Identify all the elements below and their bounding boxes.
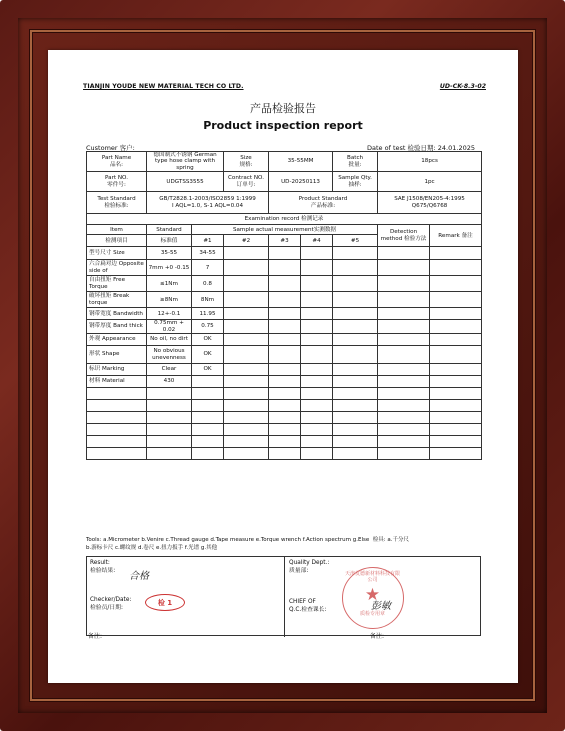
seal-sub-text: 质检专用章 [359,611,385,617]
empty-cell [301,400,333,412]
table-row [87,376,482,388]
row-cell [224,334,269,346]
row-cell [269,276,301,292]
tools-legend [86,536,481,553]
row-cell [333,292,378,308]
row-item: 自由扭矩 Free Torque [87,276,147,292]
empty-cell [301,448,333,460]
col-method: Detection method 检验方法 [378,225,430,247]
row-cell [301,292,333,308]
row-standard: ≤1Nm [147,276,192,292]
row-standard: Clear [147,364,192,376]
row-sample-1: 0.8 [192,276,224,292]
row-cell [224,346,269,364]
row-item: 六合扁对边 Opposite side of [87,260,147,276]
test-standard-label: Test Standard 检验标准: [87,192,147,214]
row-sample-1: OK [192,346,224,364]
row-cell [333,276,378,292]
note-right: 备注: [370,633,385,640]
checker-stamp: 检 1 [145,594,185,611]
empty-cell [192,388,224,400]
company-name: TIANJIN YOUDE NEW MATERIAL TECH CO LTD. [83,83,244,90]
size-label: Size 规格: [224,152,269,172]
row-cell [269,334,301,346]
table-row [87,320,482,334]
company-seal [342,567,404,629]
row-cell [378,334,430,346]
signoff-divider [284,557,285,637]
row-standard: No obvious unevenness [147,346,192,364]
row-cell [301,376,333,388]
table-row [87,308,482,320]
row-cell [333,364,378,376]
row-cell [301,260,333,276]
row-sample-1: 7 [192,260,224,276]
contract-label: Contract NO. 订单号: [224,172,269,192]
empty-cell [378,412,430,424]
checker-label: Checker/Date: 检验员/日期: [90,597,132,611]
empty-cell [430,448,482,460]
row-cell [269,308,301,320]
row-cell [378,346,430,364]
sample-5-header: #5 [333,235,378,247]
table-row [87,276,482,292]
row-cell [269,320,301,334]
table-row [87,424,482,436]
chief-signature: 彭敏 [371,601,391,612]
empty-cell [430,400,482,412]
empty-cell [192,400,224,412]
part-name-label: Part Name 品名: [87,152,147,172]
row-item: 钢带宽度 Bandwidth [87,308,147,320]
document-number: UD-CK-8.3-02 [439,83,486,90]
empty-cell [333,436,378,448]
sample-2-header: #2 [224,235,269,247]
row-sample-1: OK [192,334,224,346]
part-no-value: UDGTSS3555 [147,172,224,192]
empty-cell [333,412,378,424]
row-cell [430,334,482,346]
empty-cell [378,388,430,400]
row-cell [333,346,378,364]
row-sample-1: 0.75 [192,320,224,334]
row-sample-1 [192,376,224,388]
row-cell [378,247,430,260]
row-standard: 0.75mm + 0.02 [147,320,192,334]
empty-cell [378,400,430,412]
part-no-label: Part NO. 零件号: [87,172,147,192]
row-cell [224,260,269,276]
row-cell [301,320,333,334]
chief-qc-label: CHIEF OF Q.C.检查课长: [289,599,327,613]
batch-label: Batch 批量: [333,152,378,172]
row-cell [333,308,378,320]
empty-cell [147,424,192,436]
row-sample-1: 11.95 [192,308,224,320]
empty-cell [192,448,224,460]
empty-cell [87,424,147,436]
empty-cell [269,412,301,424]
row-cell [224,292,269,308]
row-cell [224,320,269,334]
empty-cell [378,424,430,436]
empty-cell [224,424,269,436]
sub-item: 检测项目 [87,235,147,247]
empty-cell [333,388,378,400]
title-chinese: 产品检验报告 [250,102,316,115]
row-cell [430,308,482,320]
row-cell [378,364,430,376]
sample-1-header: #1 [192,235,224,247]
quality-dept-label: Quality Dept.: 质量部: [289,560,330,574]
empty-cell [147,388,192,400]
sample-3-header: #3 [269,235,301,247]
signoff-section [86,556,481,636]
table-row [87,364,482,376]
table-row [87,334,482,346]
table-row [87,292,482,308]
row-standard: 7mm +0 -0.15 [147,260,192,276]
row-cell [301,364,333,376]
date-label: Date of test 检验日期: [367,144,436,152]
row-item: 形状 Shape [87,346,147,364]
row-cell [269,346,301,364]
empty-cell [333,424,378,436]
empty-cell [269,400,301,412]
row-cell [224,247,269,260]
row-cell [301,346,333,364]
empty-cell [224,412,269,424]
col-sample: Sample actual measurement实测数据 [192,225,378,235]
empty-cell [192,424,224,436]
row-standard: 430 [147,376,192,388]
row-cell [301,247,333,260]
row-cell [224,276,269,292]
product-standard-label: Product Standard 产品标准: [269,192,378,214]
result-label: Result: 检验结果: [90,560,116,574]
product-standard-value: SAE J1508/EN205-4:1995 Q675/Q6768 [378,192,482,214]
empty-cell [224,400,269,412]
row-cell [430,276,482,292]
empty-cell [430,436,482,448]
empty-cell [430,424,482,436]
row-cell [430,320,482,334]
seal-star-icon: ★ [364,585,381,605]
row-cell [333,320,378,334]
empty-cell [224,436,269,448]
row-sample-1: 8Nm [192,292,224,308]
row-cell [378,260,430,276]
table-row [87,260,482,276]
row-cell [269,364,301,376]
row-cell [269,260,301,276]
row-cell [430,247,482,260]
col-standard: Standard [147,225,192,235]
row-cell [224,364,269,376]
row-cell [378,320,430,334]
row-cell [301,276,333,292]
row-cell [430,346,482,364]
row-item: 外观 Appearance [87,334,147,346]
empty-cell [269,388,301,400]
row-cell [378,376,430,388]
empty-cell [192,412,224,424]
row-cell [430,376,482,388]
row-sample-1: OK [192,364,224,376]
sample-value: 1pc [378,172,482,192]
empty-cell [301,412,333,424]
empty-cell [87,388,147,400]
row-cell [301,308,333,320]
contract-value: UD-20250113 [269,172,333,192]
col-remark: Remark 备注 [430,225,482,247]
row-cell [333,247,378,260]
table-row [87,436,482,448]
row-cell [378,292,430,308]
row-cell [269,292,301,308]
inspection-table [86,151,482,460]
row-cell [333,260,378,276]
sub-standard: 标准值 [147,235,192,247]
seal-ring-text: 天津友德新材料科技有限公司 [344,571,400,583]
row-item: 破坏扭矩 Break torque [87,292,147,308]
row-cell [430,364,482,376]
empty-cell [333,400,378,412]
table-row [87,388,482,400]
size-value: 35-55MM [269,152,333,172]
row-cell [333,334,378,346]
col-item: Item [87,225,147,235]
empty-cell [269,424,301,436]
row-cell [301,334,333,346]
empty-cell [301,436,333,448]
row-cell [430,260,482,276]
empty-cell [301,388,333,400]
customer-label: Customer 客户: [86,144,135,152]
empty-cell [224,448,269,460]
empty-cell [192,436,224,448]
empty-cell [87,400,147,412]
sample-4-header: #4 [301,235,333,247]
empty-cell [269,448,301,460]
title-english: Product inspection report [203,119,363,132]
row-cell [269,247,301,260]
row-cell [269,376,301,388]
empty-cell [430,388,482,400]
empty-cell [147,400,192,412]
empty-cell [378,448,430,460]
part-name-value: 德国制式不锈钢 German type hose clamp with spring [147,152,224,172]
sample-label: Sample Qty. 抽样: [333,172,378,192]
row-standard: 12+-0.1 [147,308,192,320]
exam-rows [87,247,482,460]
note-left: 备注: [88,633,103,640]
row-cell [224,308,269,320]
tools-line-1: Tools: a.Micrometer b.Venire c.Thread gauge d.Tape measure e.Torque wrench f.Action spectrum g.Else 检具: a.千分尺 [86,537,409,543]
empty-cell [87,448,147,460]
row-sample-1: 34-55 [192,247,224,260]
result-value: 合格 [129,571,149,582]
empty-cell [333,448,378,460]
row-cell [378,276,430,292]
table-row [87,412,482,424]
exam-section-title: Examination record 检测记录 [87,214,482,225]
table-row [87,247,482,260]
row-standard: 35-55 [147,247,192,260]
test-standard-value: GB/T2828.1-2003/ISO2859 1:1999 I AQL=1.0, S-1 AQL=0.04 [147,192,269,214]
empty-cell [87,412,147,424]
row-item: 钢带厚度 Band thick [87,320,147,334]
empty-cell [147,448,192,460]
empty-cell [430,412,482,424]
row-cell [378,308,430,320]
table-row [87,448,482,460]
row-item: 型号尺寸 Size [87,247,147,260]
empty-cell [147,436,192,448]
report-paper [48,50,518,683]
empty-cell [269,436,301,448]
table-row [87,400,482,412]
row-standard: No oil, no dirt [147,334,192,346]
tools-line-2: b.游标卡尺 c.螺纹规 d.卷尺 e.扭力扳手 f.光谱 g.其他 [86,545,218,552]
row-standard: ≥8Nm [147,292,192,308]
date-value: 24.01.2025 [437,144,475,152]
empty-cell [301,424,333,436]
row-cell [224,376,269,388]
row-item: 材料 Material [87,376,147,388]
row-cell [430,292,482,308]
empty-cell [224,388,269,400]
row-cell [333,376,378,388]
empty-cell [147,412,192,424]
empty-cell [87,436,147,448]
table-row [87,346,482,364]
row-item: 标识 Marking [87,364,147,376]
empty-cell [378,436,430,448]
batch-value: 18pcs [378,152,482,172]
